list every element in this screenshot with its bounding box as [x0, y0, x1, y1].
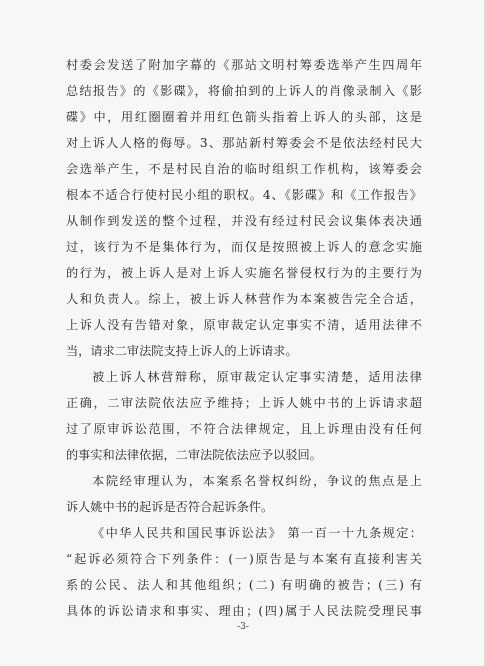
text-line: 对上诉人人格的侮辱。3、那站新村筹委会不是依法经村民大	[66, 136, 422, 150]
text-line: 过，该行为不是集体行为，而仅是按照被上诉人的意念实施	[66, 240, 422, 254]
text-line: 村委会发送了附加字幕的《那站文明村筹委选举产生四周年	[66, 58, 422, 72]
text-line: 碟》中，用红圈圈着并用红色箭头指着上诉人的头部，这是	[66, 110, 422, 124]
page-number: -3-	[237, 622, 249, 632]
text-line: 具体的诉讼请求和事实、理由；(四)属于人民法院受理民事	[66, 604, 422, 618]
text-line: 会选举产生，不是村民自治的临时组织工作机构，该筹委会	[66, 162, 422, 176]
text-line: 的事实和法律依据，二审法院依法应予以驳回。	[66, 448, 322, 462]
text-line: 总结报告》的《影碟》，将偷拍到的上诉人的肖像录制入《影	[66, 84, 422, 98]
text-line: “起诉必须符合下列条件：(一)原告是与本案有直接利害关	[66, 552, 422, 566]
text-line: 诉人姚中书的起诉是否符合起诉条件。	[66, 500, 274, 514]
paragraph-start-line: 本院经审理认为，本案系名誉权纠纷，争议的焦点是上	[92, 474, 422, 488]
paragraph-start-line: 《中华人民共和国民事诉讼法》 第一百一十九条规定：	[92, 526, 422, 540]
text-line: 当，请求二审法院支持上诉人的上诉请求。	[66, 344, 298, 358]
text-line: 从制作到发送的整个过程，并没有经过村民会议集体表决通	[66, 214, 422, 228]
text-line: 人和负责人。综上，被上诉人林营作为本案被告完全合适，	[66, 292, 422, 306]
paragraph-start-line: 被上诉人林营辩称，原审裁定认定事实清楚，适用法律	[92, 370, 422, 384]
text-line: 的行为，被上诉人是对上诉人实施名誉侵权行为的主要行为	[66, 266, 422, 280]
text-line: 正确，二审法院依法应予维持；上诉人姚中书的上诉请求超	[66, 396, 422, 410]
text-line: 系的公民、法人和其他组织；(二) 有明确的被告；(三) 有	[66, 578, 422, 592]
text-line: 根本不适合行使村民小组的职权。4、《影碟》和《工作报告》	[66, 188, 422, 202]
text-line: 上诉人没有告错对象，原审裁定认定事实不清，适用法律不	[66, 318, 422, 332]
text-line: 过了原审诉讼范围，不符合法律规定，且上诉理由没有任何	[66, 422, 422, 436]
